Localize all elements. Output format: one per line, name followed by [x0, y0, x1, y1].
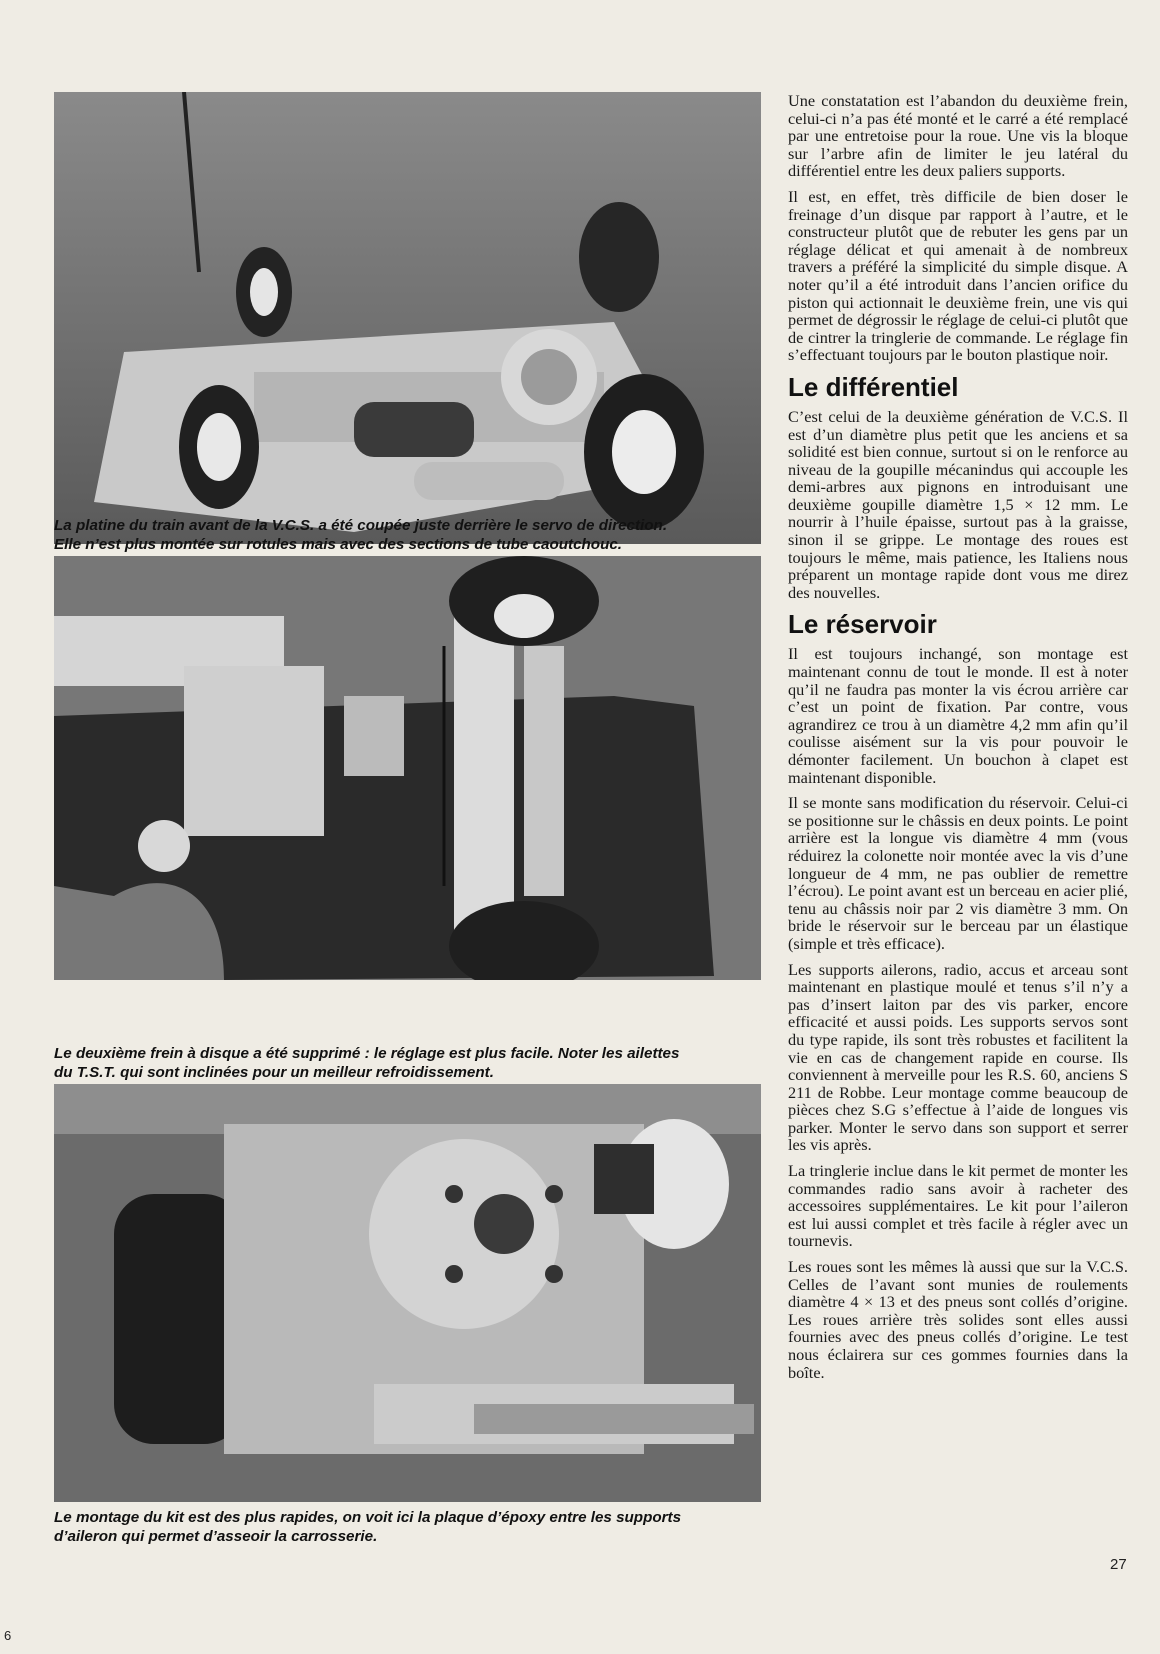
caption-line: d’aileron qui permet d’asseoir la carrosserie.: [54, 1528, 378, 1545]
article-paragraph: Il se monte sans modification du réservoir. Celui-ci se positionne sur le châssis en deux points. Le point arrière est la longue vis diamètre 4 mm (vous réduirez la colonette noir montée avec la vis d’une longueur de 4 mm, ne pas oublier de remettre l’écrou). Le point avant est un berceau en acier plié, tenu au châssis noir par 2 vis diamètre 3 mm. On bride le réservoir sur le berceau par un élastique (simple et très efficace).: [788, 793, 1128, 953]
caption-photo-2: [54, 1044, 774, 1082]
article-column: [788, 92, 1128, 1389]
photo-rear-engine: [54, 1084, 761, 1502]
car-overview-image: [54, 92, 761, 544]
article-paragraph: Il est toujours inchangé, son montage est maintenant connu de tout le monde. Il est à noter qu’il ne faudra pas monter la vis écrou arrière car c’est un point de fixation. Par contre, vous agrandirez ce trou à un diamètre 4,2 mm afin qu’il coulisse aisément sur la vis pour pouvoir le démonter facilement. Un bouchon à clapet est maintenant disponible.: [788, 644, 1128, 787]
page-number-left: 6: [4, 1628, 12, 1643]
caption-line: Elle n’est plus montée sur rotules mais avec des sections de tube caoutchouc.: [54, 536, 623, 553]
article-paragraph: Les roues sont les mêmes là aussi que sur la V.C.S. Celles de l’avant sont munies de roulements diamètre 4 × 13 et des pneus sont collés d’origine. Les roues arrière très solides sont elles aussi fournies avec des pneus collés d’origine. Le test nous éclairera sur ces gommes fournies dans la boîte.: [788, 1257, 1128, 1382]
section-heading-reservoir: Le réservoir: [788, 609, 937, 640]
page-number-right: 27: [1110, 1556, 1127, 1573]
caption-line: du T.S.T. qui sont inclinées pour un meilleur refroidissement.: [54, 1064, 494, 1081]
caption-photo-3: [54, 1508, 774, 1546]
article-paragraph: Il est, en effet, très difficile de bien doser le freinage d’un disque par rapport à l’autre, et le constructeur plutôt que de rebuter les gens par un réglage délicat et qui amenait à de nombreux travers a préféré la simplicité du simple disque. A noter qu’il a été introduit dans l’ancien orifice du piston qui actionnait le deuxième frein, une vis qui permet de dégrossir le réglage de celui-ci plutôt que de cintrer la tringlerie de commande. Le réglage fin s’effectuant toujours par le bouton plastique noir.: [788, 186, 1128, 365]
article-paragraph: La tringlerie inclue dans le kit permet de monter les commandes radio sans avoir à racheter des accessoires supplémentaires. Le kit pour l’aileron est lui aussi complet et très facile à régler avec un tournevis.: [788, 1161, 1128, 1251]
photo-car-front-overview: [54, 92, 761, 544]
photo-chassis-top-view: [54, 556, 761, 980]
chassis-top-image: [54, 556, 761, 980]
section-heading-differentiel: Le différentiel: [788, 371, 959, 402]
article-paragraph: Les supports ailerons, radio, accus et arceau sont maintenant en plastique moulé et tenus s’il n’y a pas d’insert laiton par des vis parker, encore efficacité et aussi poids. Les supports servos sont du type rapide, ils sont très robustes et facilitent la vie en cas de changement rapide en course. Ils conviennent à merveille pour les R.S. 60, anciens S 211 de Robbe. Leur montage comme beaucoup de pièces chez S.G s’effectue à l’aide de longues vis parker. Monter le servo dans son support et serrer les vis après.: [788, 959, 1128, 1155]
caption-photo-1: [54, 516, 774, 554]
article-paragraph: C’est celui de la deuxième génération de V.C.S. Il est d’un diamètre plus petit que les anciens et sa solidité est bien connue, surtout si on le renforce au niveau de la goupille mécanindus qui accouple les demi-arbres aux pignons en introduisant une deuxième goupille diamètre 1,5 × 12 mm. Le nourrir à l’huile épaisse, surtout pas à la graisse, sinon il se grippe. Le montage des roues est toujours le même, mais patience, les Italiens nous préparent un montage rapide dont vous me direz des nouvelles.: [788, 406, 1128, 602]
article-paragraph: Une constatation est l’abandon du deuxième frein, celui-ci n’a pas été monté et le carré a été remplacé par une entretoise pour la roue. Une vis la bloque sur l’arbre afin de limiter le jeu latéral du différentiel entre les deux paliers supports.: [788, 91, 1128, 181]
rear-engine-image: [54, 1084, 761, 1502]
caption-line: Le deuxième frein à disque a été supprimé : le réglage est plus facile. Noter les ailettes: [54, 1045, 680, 1062]
caption-line: La platine du train avant de la V.C.S. a été coupée juste derrière le servo de direction.: [54, 517, 668, 534]
caption-line: Le montage du kit est des plus rapides, on voit ici la plaque d’époxy entre les supports: [54, 1509, 682, 1526]
